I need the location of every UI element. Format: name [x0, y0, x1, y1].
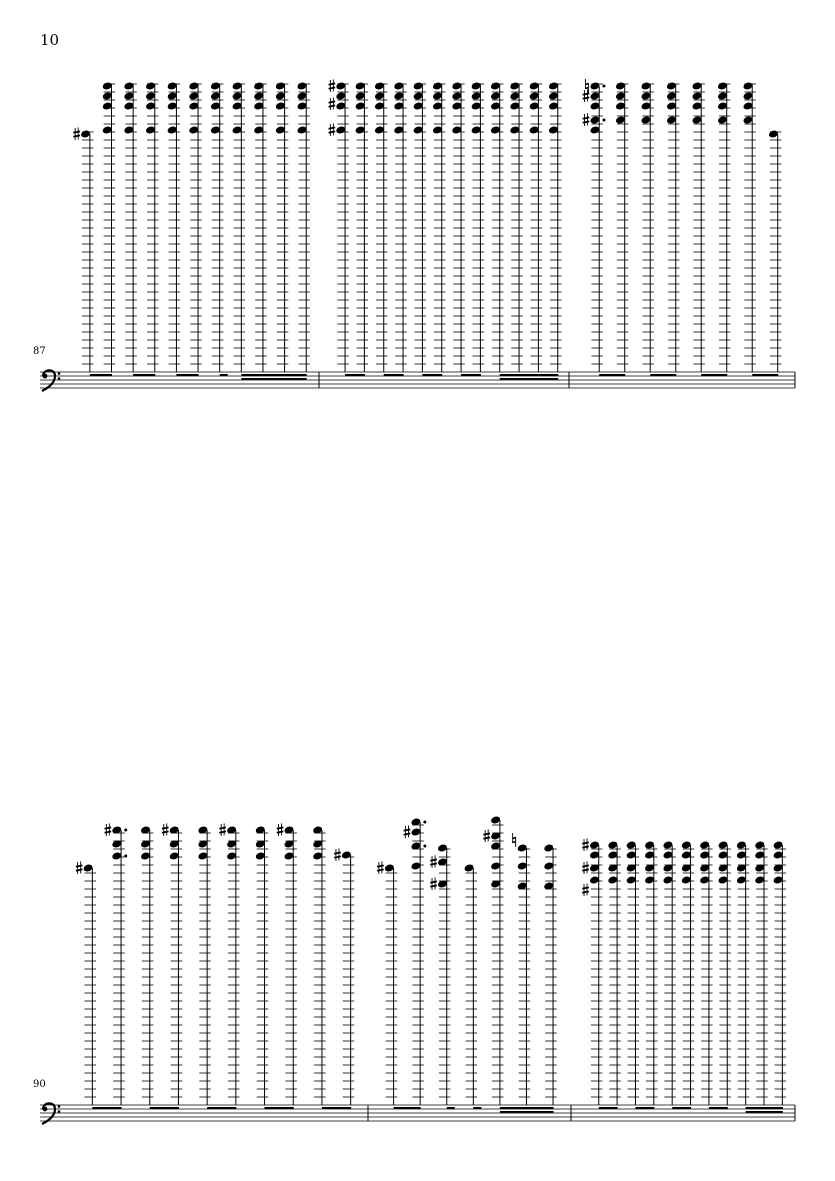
beam — [650, 374, 676, 376]
sharp-accidental — [162, 823, 169, 836]
natural-accidental — [513, 833, 516, 847]
beam — [500, 1107, 554, 1109]
beam — [345, 374, 365, 376]
augmentation-dot — [602, 85, 605, 88]
sharp-accidental — [582, 883, 589, 896]
sharp-accidental — [277, 823, 284, 836]
augmentation-dot — [124, 829, 127, 832]
measure-number-system-1: 87 — [33, 346, 46, 357]
staff-system-1 — [40, 79, 795, 391]
beam — [746, 1107, 783, 1109]
measure-number-system-2: 90 — [33, 1079, 46, 1090]
beam — [422, 374, 442, 376]
beam — [599, 374, 625, 376]
staff-system-2 — [40, 815, 795, 1124]
sharp-accidental — [582, 861, 589, 874]
sharp-accidental — [583, 113, 590, 126]
beam — [461, 374, 481, 376]
beam — [447, 1107, 455, 1109]
sharp-accidental — [334, 848, 341, 861]
beam — [150, 1107, 179, 1109]
beam — [133, 374, 155, 376]
beam — [635, 1107, 654, 1109]
beam — [207, 1107, 236, 1109]
beam — [752, 374, 778, 376]
sharp-accidental — [329, 79, 336, 92]
sharp-accidental — [483, 829, 490, 842]
sharp-accidental — [404, 825, 411, 838]
natural-accidental — [585, 79, 588, 93]
beam — [176, 374, 198, 376]
augmentation-dot — [423, 845, 426, 848]
augmentation-dot — [602, 119, 605, 122]
sharp-accidental — [73, 127, 80, 140]
sharp-accidental — [219, 823, 226, 836]
beam — [384, 374, 404, 376]
sharp-accidental — [430, 877, 437, 890]
beam — [599, 1107, 618, 1109]
sharp-accidental — [329, 123, 336, 136]
beam — [92, 1107, 121, 1109]
beam — [709, 1107, 728, 1109]
augmentation-dot — [423, 821, 426, 824]
page-number: 10 — [40, 31, 60, 49]
beam — [241, 378, 306, 380]
beam — [322, 1107, 351, 1109]
beam — [672, 1107, 691, 1109]
sharp-accidental — [430, 855, 437, 868]
beam — [701, 374, 727, 376]
beam — [394, 1107, 421, 1109]
sharp-accidental — [582, 838, 589, 851]
beam — [473, 1107, 481, 1109]
sharp-accidental — [377, 861, 384, 874]
beam — [500, 1111, 554, 1113]
sharp-accidental — [329, 97, 336, 110]
beam — [90, 374, 112, 376]
beam — [500, 374, 559, 376]
sharp-accidental — [105, 823, 112, 836]
beam — [500, 378, 559, 380]
beam — [746, 1111, 783, 1113]
beam — [241, 374, 306, 376]
beam — [220, 374, 228, 376]
augmentation-dot — [124, 855, 127, 858]
beam — [265, 1107, 294, 1109]
sharp-accidental — [76, 861, 83, 874]
